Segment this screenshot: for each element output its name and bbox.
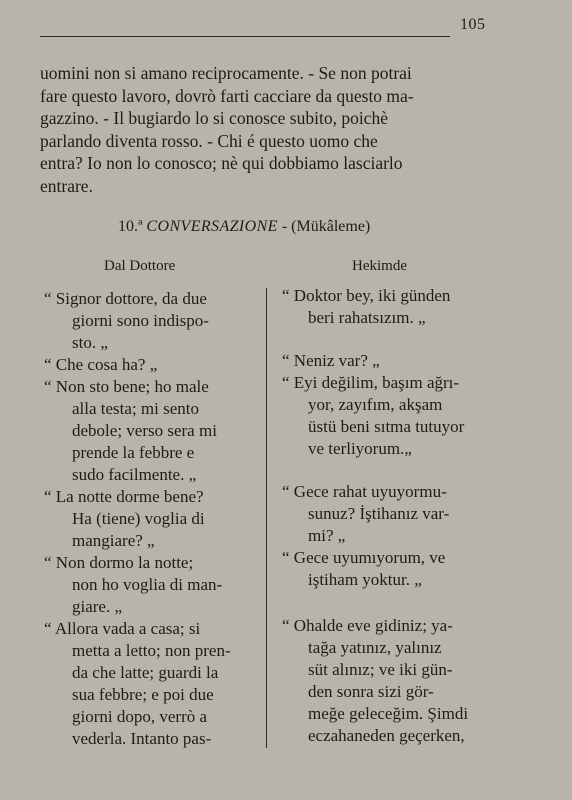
turkish-dialogue-line: ve terliyorum.„ [308, 439, 412, 458]
conversation-heading [118, 218, 370, 236]
turkish-dialogue-line: sunuz? İştihanız var- [308, 504, 450, 523]
italian-dialogue-line: “ Non sto bene; ho male [44, 377, 209, 396]
intro-line: parlando diventa rosso. - Chi é questo uomo che [40, 130, 378, 151]
turkish-dialogue-line: “ Doktor bey, iki günden [282, 286, 451, 305]
header-rule [40, 36, 450, 37]
italian-dialogue-line: debole; verso sera mi [72, 421, 217, 440]
italian-dialogue-line: “ Non dormo la notte; [44, 553, 194, 572]
turkish-column-heading: Hekimde [352, 258, 407, 274]
italian-dialogue-line: “ Che cosa ha? „ [44, 355, 158, 374]
italian-dialogue-line: prende la febbre e [72, 443, 195, 462]
intro-line: entrare. [40, 175, 93, 196]
italian-dialogue-line: vederla. Intanto pas- [72, 729, 212, 748]
column-divider [266, 288, 267, 748]
italian-dialogue-line: mangiare? „ [72, 531, 155, 550]
turkish-dialogue-line: “ Gece rahat uyuyormu- [282, 482, 447, 501]
intro-paragraph [40, 62, 502, 197]
turkish-dialogue-line: mi? „ [308, 526, 346, 545]
intro-line: uomini non si amano reciprocamente. - Se non potrai [40, 63, 412, 83]
italian-dialogue-line: giorni sono indispo- [72, 311, 209, 330]
italian-dialogue-line: Ha (tiene) voglia di [72, 509, 205, 528]
italian-dialogue-line: “ Signor dottore, da due [44, 289, 207, 308]
italian-dialogue-line: da che latte; guardi la [72, 663, 219, 682]
conversation-subtitle: (Mükâleme) [291, 218, 371, 235]
page-number: 105 [460, 16, 486, 33]
turkish-dialogue-line: “ Neniz var? „ [282, 351, 380, 370]
italian-column-heading: Dal Dottore [104, 258, 176, 274]
italian-dialogue-line: “ La notte dorme bene? [44, 487, 204, 506]
intro-line: entra? Io non lo conosco; nè qui dobbiamo lasciarlo [40, 153, 403, 173]
italian-dialogue-line: sto. „ [72, 333, 108, 352]
italian-dialogue-line: “ Allora vada a casa; si [44, 619, 201, 638]
turkish-dialogue-line: yor, zayıfım, akşam [308, 395, 443, 414]
intro-line: gazzino. - Il bugiardo lo si conosce subito, poichè [40, 108, 388, 128]
turkish-dialogue-line: iştiham yoktur. „ [308, 570, 422, 589]
turkish-dialogue-line: “ Gece uyumıyorum, ve [282, 548, 446, 567]
turkish-dialogue-line: süt alınız; ve iki gün- [308, 660, 453, 679]
conversation-separator: - [281, 218, 288, 235]
turkish-dialogue-line: den sonra sizi gör- [308, 682, 434, 701]
italian-dialogue-line: sua febbre; e poi due [72, 685, 214, 704]
italian-dialogue-line: alla testa; mi sento [72, 399, 199, 418]
turkish-dialogue-line: tağa yatınız, yalınız [308, 638, 442, 657]
italian-dialogue-line: metta a letto; non pren- [72, 641, 231, 660]
intro-line: fare questo lavoro, dovrò farti cacciare da questo ma- [40, 85, 414, 106]
italian-dialogue-line: giorni dopo, verrò a [72, 707, 208, 726]
turkish-dialogue-line: “ Ohalde eve gidiniz; ya- [282, 616, 453, 635]
turkish-dialogue-line: eczahaneden geçerken, [308, 726, 465, 745]
turkish-dialogue-line: beri rahatsızım. „ [308, 308, 426, 327]
conversation-title: CONVERSAZIONE [146, 218, 278, 235]
italian-dialogue-line: sudo facilmente. „ [72, 465, 197, 484]
turkish-dialogue-line: üstü beni sıtma tutuyor [308, 417, 465, 436]
turkish-dialogue-line: “ Eyi değilim, başım ağrı- [282, 373, 460, 392]
italian-dialogue-line: non ho voglia di man- [72, 575, 223, 594]
turkish-dialogue-line: meğe geleceğim. Şimdi [308, 704, 469, 723]
italian-dialogue-line: giare. „ [72, 597, 123, 616]
conversation-number: 10.ª [118, 218, 143, 235]
